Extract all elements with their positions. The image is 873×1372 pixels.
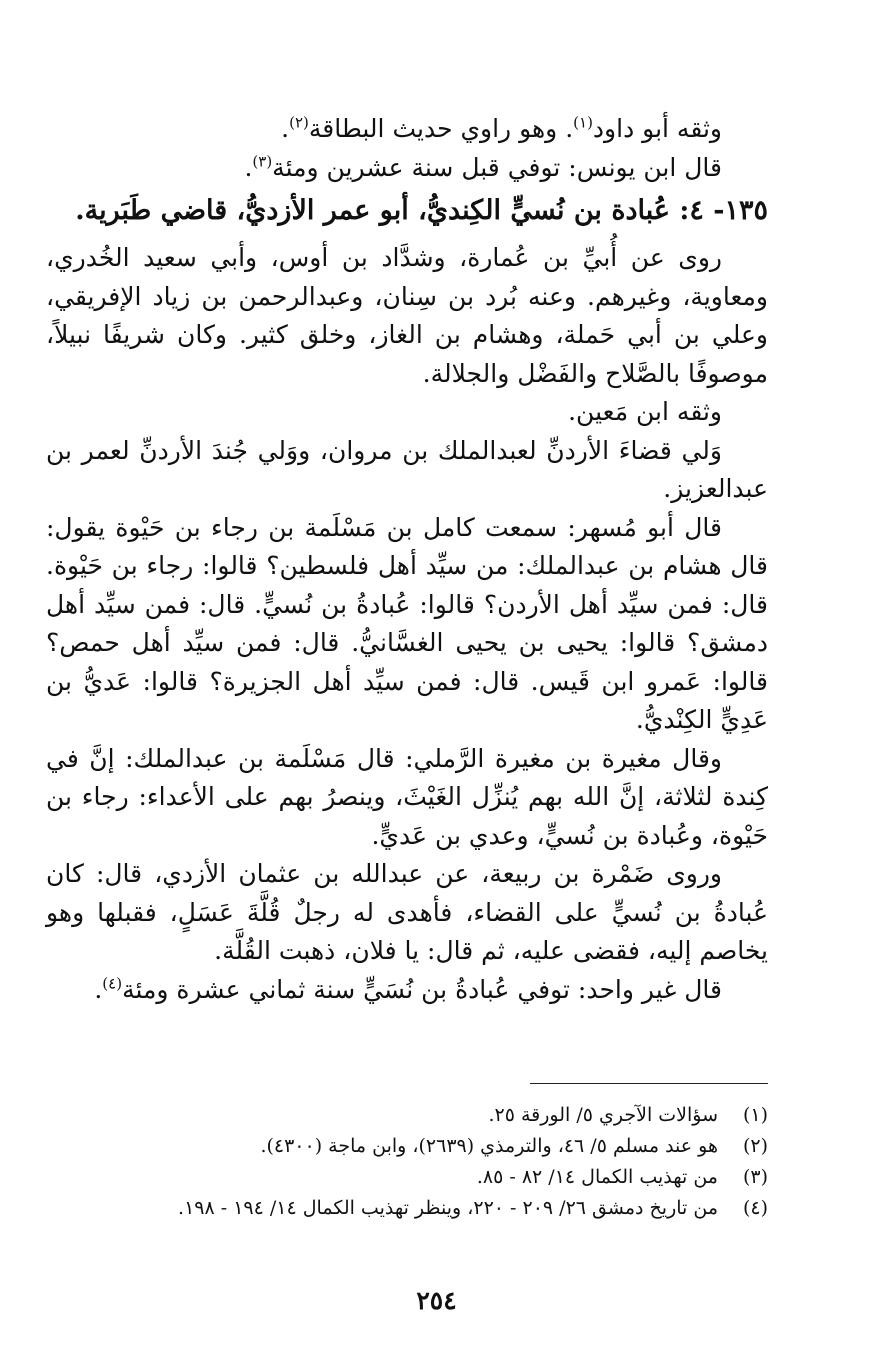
footnote-text: من تهذيب الكمال ١٤/ ٨٢ - ٨٥. [476, 1166, 718, 1188]
footnote-3 [46, 1162, 768, 1193]
footnote-ref-1[interactable]: (١) [573, 113, 593, 132]
paragraph-ibn-main: وثقه ابن مَعين. [568, 397, 722, 426]
paragraph-mughira: وقال مغيرة بن مغيرة الرَّملي: قال مَسْلَمة بن عبدالملك: إنَّ في كِندة لثلاثة، إنَّ الله بهم يُنزِّل الغَيْثَ، وينصرُ بهم على الأعداء: رجاء بن حَيْوة، وعُبادة بن نُسيٍّ، وعدي بن عَديٍّ. [46, 743, 768, 850]
footnote-ref-4[interactable]: (٤) [102, 974, 123, 993]
main-text [46, 110, 768, 1009]
footnote-text: من تاريخ دمشق ٢٦/ ٢٠٩ - ٢٢٠، وينظر تهذيب الكمال ١٤/ ١٩٤ - ١٩٨. [178, 1197, 718, 1219]
footnote-1 [46, 1100, 768, 1131]
footnote-separator [530, 1083, 768, 1084]
footnote-4 [46, 1193, 768, 1224]
footnote-number: (٤) [742, 1197, 768, 1219]
footnote-number: (٣) [742, 1166, 768, 1188]
page-number: ٢٥٤ [416, 1286, 457, 1315]
footnote-text: سؤالات الآجري ٥/ الورقة ٢٥. [488, 1104, 718, 1126]
footnote-text: هو عند مسلم ٥/ ٤٦، والترمذي (٢٦٣٩)، وابن ماجة (٤٣٠٠). [260, 1135, 718, 1157]
footnote-number: (٢) [742, 1135, 768, 1157]
paragraph-death: قال غير واحد: توفي عُبادةُ بن نُسَيٍّ سنة ثماني عشرة ومئة$^{(٤)}$. [94, 974, 722, 1004]
paragraph-damra: وروى ضَمْرة بن ربيعة، عن عبدالله بن عثمان الأزدي، قال: كان عُبادةُ بن نُسيٍّ على القضاء، فأهدى له رجلٌ قُلَّةَ عَسَلٍ، فقبلها وهو يخاصم إليه، فقضى عليه، ثم قال: يا فلان، ذهبت القُلَّة. [46, 859, 768, 965]
footnote-ref-3[interactable]: (٣) [252, 152, 273, 171]
footnote-2 [46, 1131, 768, 1162]
footnotes [46, 1100, 768, 1224]
entry-heading: ١٣٥- ٤: عُبادة بن نُسيٍّ الكِنديُّ، أبو عمر الأزديُّ، قاضي طَبَرية. [75, 195, 768, 226]
footnote-ref-2[interactable]: (٢) [289, 113, 309, 132]
paragraph-tawthiq-abu-dawud: وثقه أبو داود$^{(١)}$. وهو راوي حديث البطاقة$^{(٢)}$. [281, 113, 722, 143]
footnote-number: (١) [742, 1104, 768, 1126]
paragraph-ibn-yunus: قال ابن يونس: توفي قبل سنة عشرين ومئة$^{(٣)}$. [244, 152, 722, 182]
paragraph-judgeship: وَلي قضاءَ الأردنِّ لعبدالملك بن مروان، ووَلي جُندَ الأردنِّ لعمر بن عبدالعزيز. [46, 435, 768, 503]
paragraph-narrators: روى عن أُبيِّ بن عُمارة، وشدَّاد بن أوس، وأبي سعيد الخُدري، ومعاوية، وغيرهم. وعنه بُرد بن سِنان، وعبدالرحمن بن زياد الإفريقي، وعلي بن أبي حَملة، وهشام بن الغاز، وخلق كثير. وكان شريفًا نبيلاً، موصوفًا بالصَّلاح والفَضْل والجلالة. [46, 243, 768, 388]
paragraph-abu-mushir: قال أبو مُسهر: سمعت كامل بن مَسْلَمة بن رجاء بن حَيْوة يقول: قال هشام بن عبدالملك: من سيِّد أهل فلسطين؟ قالوا: رجاء بن حَيْوة. قال: فمن سيِّد أهل الأردن؟ قالوا: عُبادةُ بن نُسيٍّ. قال: فمن سيِّد أهل دمشق؟ قالوا: يحيى بن يحيى الغسَّانيُّ. قال: فمن سيِّد أهل حمص؟ قالوا: عَمرو ابن قَيس. قال: فمن سيِّد أهل الجزيرة؟ قالوا: عَديُّ بن عَدِيٍّ الكِنْديُّ. [46, 512, 768, 734]
